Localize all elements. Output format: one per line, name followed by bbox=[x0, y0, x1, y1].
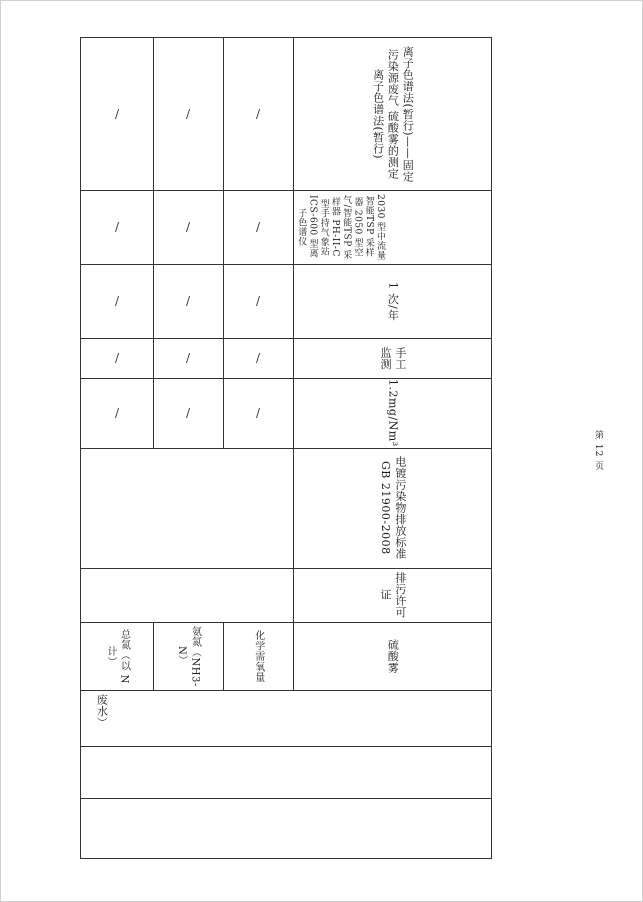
pollutant-name: 氨氮（NH3-N） bbox=[176, 625, 201, 687]
frequency-cell-sulfuric bbox=[293, 264, 491, 338]
slash-mark: / bbox=[185, 220, 191, 234]
instrument-cell-3 bbox=[223, 190, 293, 264]
pollutant-cell-sulfuric bbox=[293, 622, 491, 690]
slash-mark: / bbox=[255, 107, 261, 121]
category-label: 废水） bbox=[95, 694, 109, 729]
pollutant-name: 化学需氧量 bbox=[252, 629, 264, 683]
limit-text: 1.2mg/Nm³ bbox=[386, 379, 400, 447]
method-cell-3 bbox=[223, 38, 293, 190]
slash-mark: / bbox=[114, 220, 120, 234]
slash-mark: / bbox=[114, 107, 120, 121]
pollutant-cell-2 bbox=[153, 622, 223, 690]
page-number: 第 12 页 bbox=[593, 430, 603, 472]
slash-mark: / bbox=[255, 351, 261, 365]
slash-mark: / bbox=[185, 107, 191, 121]
frequency-text: 1 次/年 bbox=[386, 281, 400, 321]
standard-text: 电镀污染物排放标准 GB 21900-2008 bbox=[379, 456, 407, 560]
mode-cell-sulfuric bbox=[293, 338, 491, 378]
instrument-text: 2030 型中流量智能TSP 采样器 2050 型空气/智能TSP 采样器 PH-II-C 型手持气象站 ICS-600 型离子色谱仪 bbox=[296, 193, 385, 261]
instrument-cell-2 bbox=[153, 190, 223, 264]
slash-mark: / bbox=[185, 294, 191, 308]
mode-cell-2 bbox=[153, 338, 223, 378]
slash-mark: / bbox=[114, 351, 120, 365]
slash-mark: / bbox=[255, 220, 261, 234]
frequency-cell-2 bbox=[153, 264, 223, 338]
frequency-cell-1 bbox=[81, 264, 153, 338]
slash-mark: / bbox=[255, 406, 261, 420]
limit-cell-2 bbox=[153, 378, 223, 448]
mode-cell-1 bbox=[81, 338, 153, 378]
row-divider bbox=[81, 798, 491, 799]
method-cell-2 bbox=[153, 38, 223, 190]
row-divider bbox=[81, 690, 491, 691]
row-divider bbox=[81, 746, 491, 747]
slash-mark: / bbox=[185, 406, 191, 420]
slash-mark: / bbox=[114, 406, 120, 420]
permit-text: 排污许可证 bbox=[379, 572, 407, 618]
method-text: 离子色谱法(暂行)——固定污染源废气 硫酸雾的测定 离子色谱法(暂行) bbox=[371, 45, 415, 183]
pollutant-cell-3 bbox=[223, 622, 293, 690]
mode-cell-3 bbox=[223, 338, 293, 378]
instrument-cell-1 bbox=[81, 190, 153, 264]
standard-cell-sulfuric bbox=[293, 448, 491, 568]
instrument-cell-sulfuric bbox=[293, 190, 491, 264]
category-cell bbox=[81, 690, 121, 746]
permit-cell-sulfuric bbox=[293, 568, 491, 622]
limit-cell-sulfuric bbox=[293, 378, 491, 448]
slash-mark: / bbox=[255, 294, 261, 308]
slash-mark: / bbox=[185, 351, 191, 365]
limit-cell-3 bbox=[223, 378, 293, 448]
frequency-cell-3 bbox=[223, 264, 293, 338]
pollutant-cell-1 bbox=[81, 622, 153, 690]
monitoring-table bbox=[80, 37, 492, 859]
method-cell-sulfuric bbox=[293, 38, 491, 190]
slash-mark: / bbox=[114, 294, 120, 308]
method-cell-1 bbox=[81, 38, 153, 190]
limit-cell-1 bbox=[81, 378, 153, 448]
pollutant-name: 总氮（以 N 计） bbox=[105, 628, 130, 684]
mode-text: 手工监测 bbox=[379, 346, 407, 370]
pollutant-name: 硫酸雾 bbox=[386, 638, 400, 674]
